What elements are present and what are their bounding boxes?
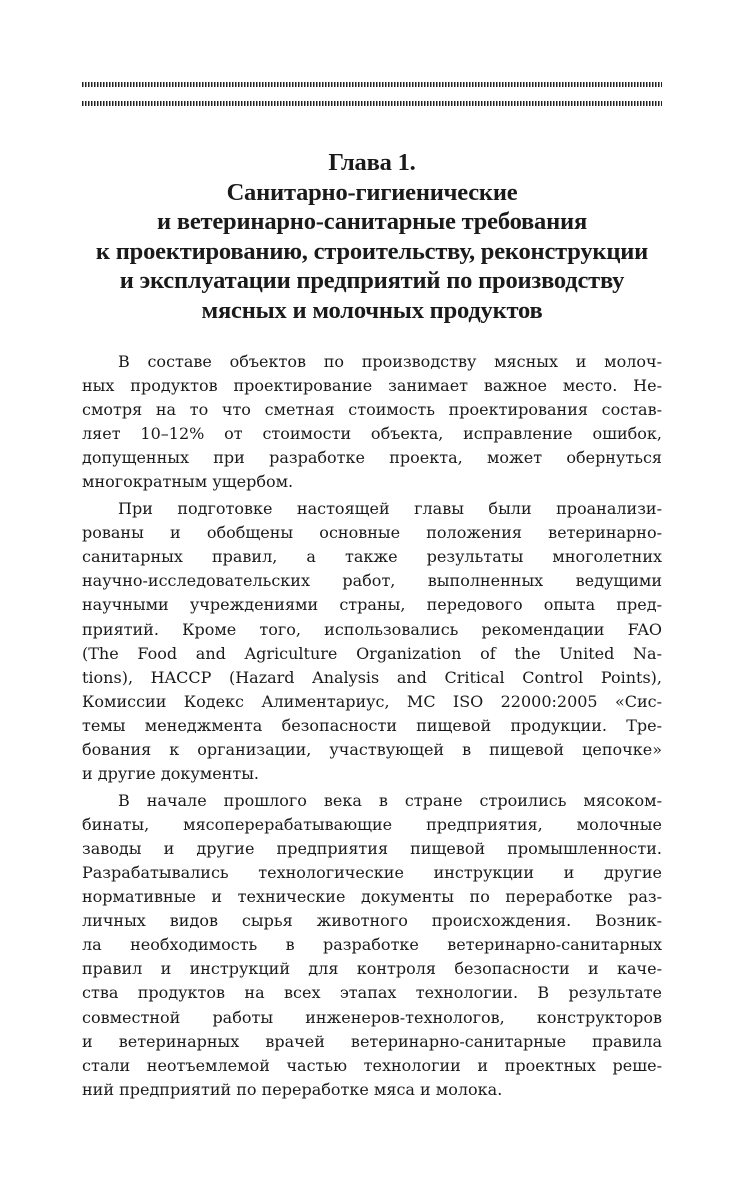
chapter-title-line: к проектированию, строительству, реконструкции — [95, 237, 649, 265]
chapter-heading — [82, 148, 662, 325]
text-line: рованы и обобщены основные положения ветеринарно- — [82, 523, 662, 543]
chapter-title-line: Санитарно-гигиенические — [226, 178, 518, 206]
text-line: допущенных при разработке проекта, может обернуться — [82, 448, 662, 468]
text-line: правил и инструкций для контроля безопасности и каче- — [82, 959, 662, 979]
text-line: Комиссии Кодекс Алиментариус, МС ISO 22000:2005 «Сис- — [82, 691, 662, 711]
text-line: ных продуктов проектирование занимает важное место. Не- — [82, 376, 662, 396]
text-line: бования к организации, участвующей в пищевой цепочке» — [82, 740, 662, 759]
text-line: бинаты, мясоперерабатывающие предприятия, молочные — [82, 814, 662, 834]
text-line: (The Food and Agriculture Organization of the United Na- — [82, 643, 662, 663]
text-line: ний предприятий по переработке мяса и молока. — [82, 1079, 503, 1099]
chapter-title-line: мясных и молочных продуктов — [201, 296, 543, 324]
text-line: В начале прошлого века в стране строились мясоком- — [118, 790, 662, 810]
decorative-rule-bottom — [82, 101, 662, 106]
body-text — [82, 350, 662, 1104]
text-line: темы менеджмента безопасности пищевой продукции. Тре- — [82, 715, 662, 735]
paragraph — [82, 350, 662, 495]
text-line: При подготовке настоящей главы были проанализи- — [118, 499, 662, 519]
text-line: заводы и другие предприятия пищевой промышленности. — [82, 838, 662, 858]
text-line: ла необходимость в разработке ветеринарно-санитарных — [82, 935, 662, 955]
text-line: нормативные и технические документы по переработке раз- — [82, 887, 662, 907]
chapter-number: Глава 1. — [328, 149, 416, 176]
chapter-title-line: и эксплуатации предприятий по производству — [119, 267, 625, 294]
text-line: Разрабатывались технологические инструкции и другие — [82, 862, 662, 882]
text-line: санитарных правил, а также результаты многолетних — [82, 547, 662, 567]
chapter-title-line: и ветеринарно-санитарные требования — [157, 208, 587, 235]
text-line: многократным ущербом. — [82, 472, 294, 492]
text-line: В составе объектов по производству мясных и молоч- — [118, 352, 662, 371]
paragraph — [82, 789, 662, 1102]
text-line: приятий. Кроме того, использовались рекомендации FAO — [82, 619, 662, 639]
text-line: стали неотъемлемой частью технологии и проектных реше- — [82, 1055, 662, 1075]
text-line: ляет 10–12% от стоимости объекта, исправление ошибок, — [82, 424, 662, 444]
text-line: научно-исследовательских работ, выполненных ведущими — [82, 571, 662, 591]
text-line: и другие документы. — [82, 764, 260, 784]
text-line: научными учреждениями страны, передового опыта пред- — [82, 595, 662, 615]
text-line: личных видов сырья животного происхождения. Возник- — [82, 911, 662, 931]
text-line: смотря на то что сметная стоимость проектирования состав- — [82, 400, 662, 420]
text-line: совместной работы инженеров-технологов, конструкторов — [82, 1007, 662, 1027]
text-line: tions), HACCP (Hazard Analysis and Critical Control Points), — [82, 667, 662, 687]
paragraph — [82, 497, 662, 786]
text-line: ства продуктов на всех этапах технологии. В результате — [82, 983, 662, 1003]
decorative-rule-top — [82, 82, 662, 87]
text-line: и ветеринарных врачей ветеринарно-санитарные правила — [82, 1031, 662, 1051]
